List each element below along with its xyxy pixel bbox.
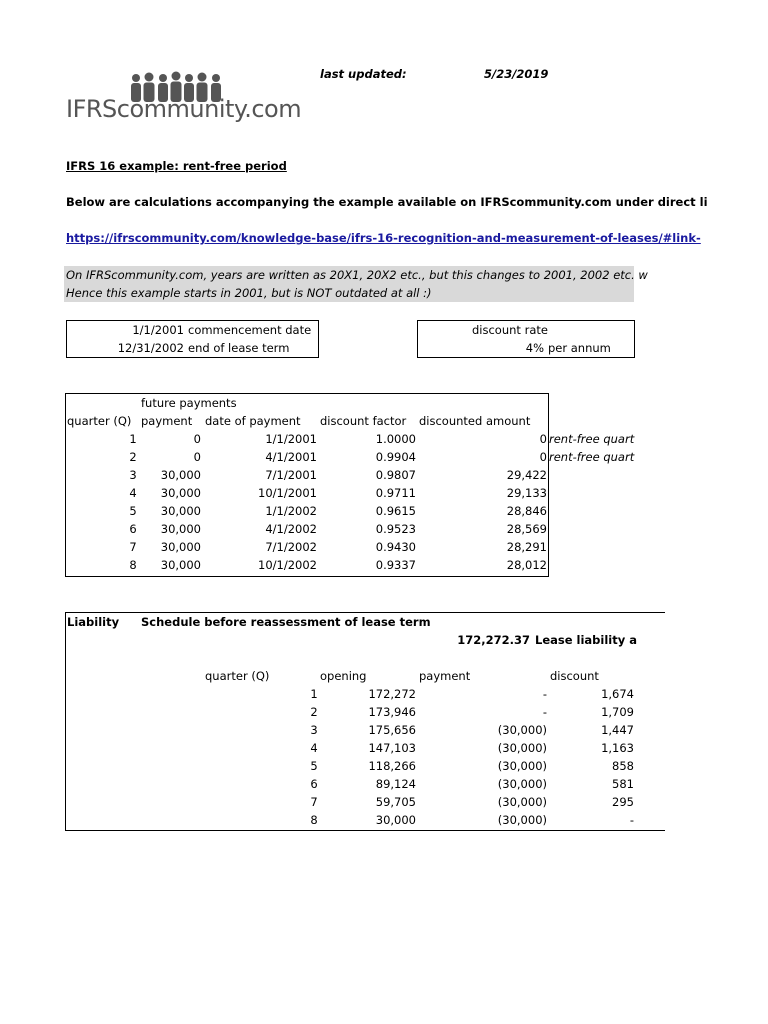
table-row-date: 1/1/2001: [265, 432, 317, 446]
table-row-discount-factor: 0.9523: [375, 522, 416, 536]
table-row-payment: 30,000: [160, 504, 201, 518]
liability-row-quarter: 6: [310, 777, 318, 791]
col-quarter-header: quarter (Q): [67, 414, 132, 428]
table-row-discount-factor: 0.9904: [375, 450, 416, 464]
table-row-date: 10/1/2002: [258, 558, 317, 572]
table-row-discounted-amount: 0: [539, 432, 547, 446]
liability-row-quarter: 3: [310, 723, 318, 737]
table-row-quarter: 3: [129, 468, 137, 482]
table-row-payment: 0: [193, 450, 201, 464]
liability-row-payment: (30,000): [497, 741, 547, 755]
table-row-note: rent-free quart: [549, 450, 635, 464]
liability-row-payment: -: [542, 687, 547, 701]
note-line-2: Hence this example starts in 2001, but is NOT outdated at all :): [66, 286, 432, 300]
table-row-date: 1/1/2002: [265, 504, 317, 518]
col-amount-header: discounted amount: [419, 414, 531, 428]
liability-row-opening: 59,705: [375, 795, 416, 809]
liability-row-opening: 118,266: [368, 759, 416, 773]
table-row-payment: 30,000: [160, 468, 201, 482]
table-row-discount-factor: 1.0000: [375, 432, 416, 446]
liab-col-opening-header: opening: [320, 669, 367, 683]
col-date-header: date of payment: [205, 414, 301, 428]
liability-row-payment: (30,000): [497, 759, 547, 773]
table-row-quarter: 7: [129, 540, 137, 554]
table-row-date: 7/1/2001: [265, 468, 317, 482]
example-link[interactable]: https://ifrscommunity.com/knowledge-base/ifrs-16-recognition-and-measurement-of-leases/#link-: [66, 231, 701, 245]
liability-row-discount: 1,163: [601, 741, 634, 755]
liability-row-opening: 147,103: [368, 741, 416, 755]
liability-row-quarter: 2: [310, 705, 318, 719]
liability-row-discount: 1,674: [601, 687, 634, 701]
liability-row-opening: 89,124: [375, 777, 416, 791]
end-label: end of lease term: [188, 341, 290, 355]
table-row-discounted-amount: 0: [539, 450, 547, 464]
table-row-discounted-amount: 28,012: [506, 558, 547, 572]
liability-row-discount: 581: [612, 777, 634, 791]
table-row-quarter: 4: [129, 486, 137, 500]
table-row-discounted-amount: 28,291: [506, 540, 547, 554]
future-payments-header: future payments: [141, 396, 237, 410]
table-row-discount-factor: 0.9430: [375, 540, 416, 554]
table-row-discount-factor: 0.9337: [375, 558, 416, 572]
liab-col-discount-header: discount: [550, 669, 599, 683]
table-row-discounted-amount: 28,569: [506, 522, 547, 536]
table-row-quarter: 1: [129, 432, 137, 446]
discount-rate-value: 4%: [525, 341, 544, 355]
col-payment-header: payment: [141, 414, 193, 428]
page-title: IFRS 16 example: rent-free period: [66, 159, 287, 173]
liab-col-payment-header: payment: [419, 669, 471, 683]
liability-row-opening: 173,946: [368, 705, 416, 719]
liability-row-payment: (30,000): [497, 813, 547, 827]
table-row-date: 7/1/2002: [265, 540, 317, 554]
commencement-label: commencement date: [188, 323, 312, 337]
last-updated-label: last updated:: [320, 67, 407, 81]
discount-rate-label: discount rate: [472, 323, 548, 337]
discount-rate-unit: per annum: [548, 341, 611, 355]
liability-row-discount: 295: [612, 795, 634, 809]
liability-row-quarter: 1: [310, 687, 318, 701]
liability-row-discount: 858: [612, 759, 634, 773]
liability-row-opening: 172,272: [368, 687, 416, 701]
table-row-payment: 30,000: [160, 522, 201, 536]
liability-row-discount: 1,447: [601, 723, 634, 737]
table-row-date: 10/1/2001: [258, 486, 317, 500]
liability-row-quarter: 5: [310, 759, 318, 773]
table-row-discount-factor: 0.9615: [375, 504, 416, 518]
note-line-1: On IFRScommunity.com, years are written as 20X1, 20X2 etc., but this changes to 2001, 2002 etc. w: [66, 268, 648, 282]
table-row-discount-factor: 0.9807: [375, 468, 416, 482]
liability-row-opening: 175,656: [368, 723, 416, 737]
liability-row-payment: (30,000): [497, 795, 547, 809]
liability-row-quarter: 4: [310, 741, 318, 755]
col-factor-header: discount factor: [320, 414, 407, 428]
liability-row-payment: -: [542, 705, 547, 719]
liability-row-discount: -: [629, 813, 634, 827]
intro-text: Below are calculations accompanying the example available on IFRScommunity.com under direct li: [66, 195, 708, 209]
liab-col-quarter-header: quarter (Q): [205, 669, 270, 683]
table-row-quarter: 5: [129, 504, 137, 518]
end-date: 12/31/2002: [117, 341, 184, 355]
liability-row-payment: (30,000): [497, 777, 547, 791]
table-row-payment: 0: [193, 432, 201, 446]
table-row-date: 4/1/2001: [265, 450, 317, 464]
liability-title: Schedule before reassessment of lease term: [141, 615, 431, 629]
liability-row-quarter: 8: [310, 813, 318, 827]
liability-row-quarter: 7: [310, 795, 318, 809]
liability-row-opening: 30,000: [375, 813, 416, 827]
table-row-quarter: 8: [129, 558, 137, 572]
table-row-discount-factor: 0.9711: [375, 486, 416, 500]
table-row-discounted-amount: 28,846: [506, 504, 547, 518]
lease-liability-total: 172,272.37: [457, 633, 530, 647]
table-row-payment: 30,000: [160, 558, 201, 572]
liability-row-payment: (30,000): [497, 723, 547, 737]
table-row-date: 4/1/2002: [265, 522, 317, 536]
liability-label: Liability: [67, 615, 120, 629]
table-row-payment: 30,000: [160, 540, 201, 554]
last-updated-value: 5/23/2019: [484, 67, 549, 81]
liability-row-discount: 1,709: [601, 705, 634, 719]
table-row-discounted-amount: 29,422: [506, 468, 547, 482]
table-row-quarter: 6: [129, 522, 137, 536]
table-row-note: rent-free quart: [549, 432, 635, 446]
lease-liability-total-label: Lease liability a: [535, 633, 637, 647]
commencement-date: 1/1/2001: [132, 323, 184, 337]
table-row-discounted-amount: 29,133: [506, 486, 547, 500]
logo-wordmark: IFRScommunity.com: [66, 95, 302, 123]
table-row-quarter: 2: [129, 450, 137, 464]
table-row-payment: 30,000: [160, 486, 201, 500]
